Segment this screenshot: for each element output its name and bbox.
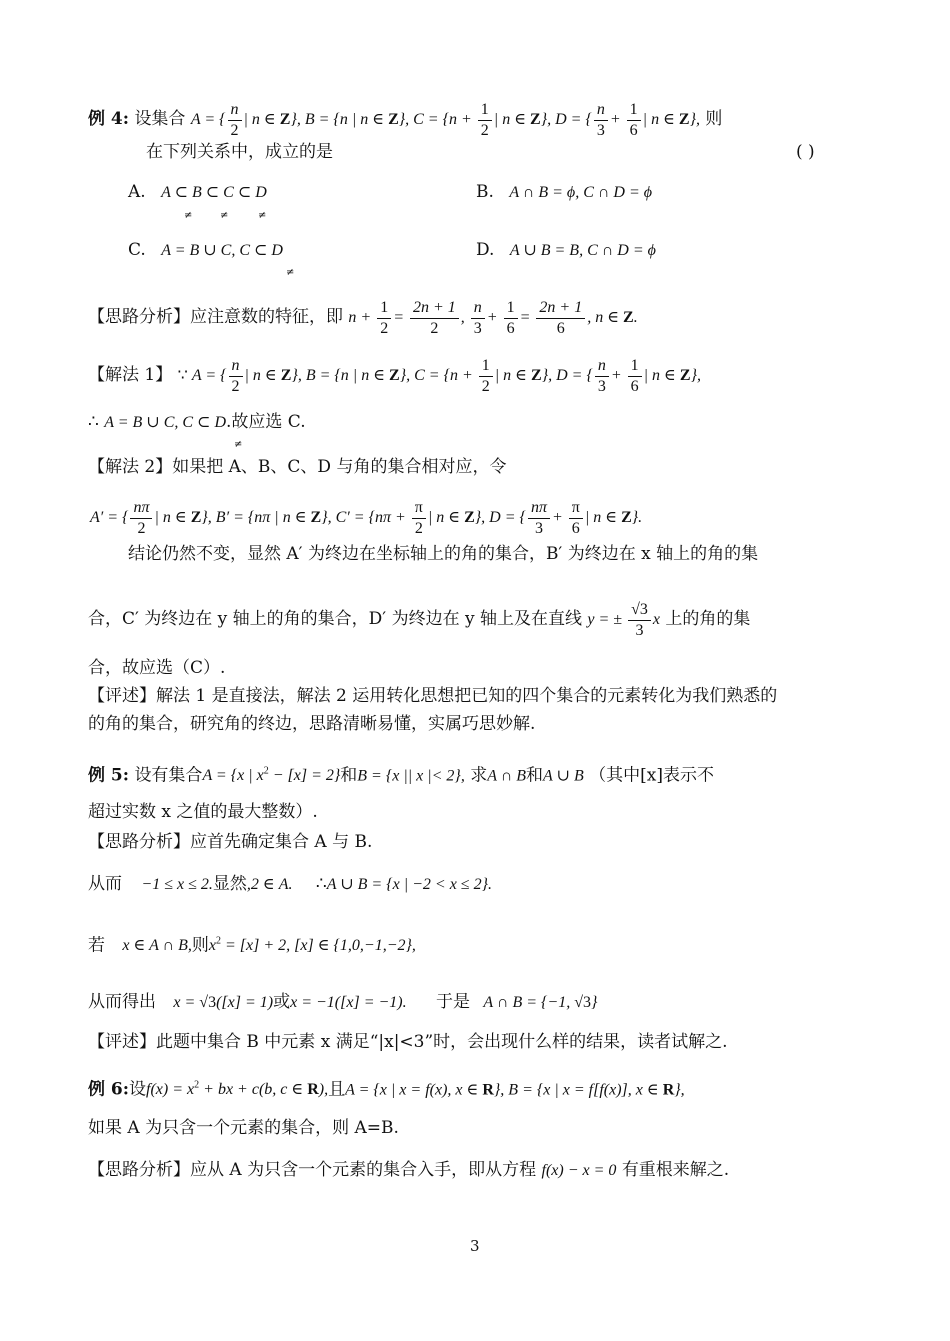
ex6-analysis [88,1158,729,1183]
from-formula: −1 ≤ x ≤ 2. [141,876,213,893]
solution1-end: .故应选 C. [226,412,306,432]
ex5-ask-formula: A ∩ B [487,767,527,785]
page-number: 3 [470,1237,480,1255]
so-text: 于是 [436,992,471,1012]
review-text: 此题中集合 B 中元素 x 满足“|x|<3”时，会出现什么样的结果，读者试解之. [156,1032,728,1052]
conclusion-text-end: 上的角的集 [665,609,751,630]
get-formula-1: x = √3([x] = 1) [173,994,274,1011]
get-formula-2: x = −1([x] = −1). [290,994,407,1011]
obviously-formula: ,2 ∈ A. [246,876,293,893]
option-b-label: B. [476,182,494,202]
obviously-text: 显然 [212,874,247,894]
ex6-function-formula: $f(x) = x^2$ + bx + c(b, c ∈ R), [146,1080,329,1099]
ex4-set-formula: A = { $\frac{n}{2}$ | n ∈ Z}, B = {n | n ∈ Z}, C = {n + $\frac{1}{2}$ | n ∈ Z}, D = { $\frac{n}{3}$ + $\frac{1}{6}$ | n ∈ Z}, [190,101,700,139]
ex5-ask-and: 和 [526,765,544,786]
ex4-angle-sets [90,498,642,539]
ex6-sets-formula: A = {x | x = f(x), x ∈ R}, B = {x | x = f[f(x)], x ∈ R}, [345,1081,685,1099]
ex4-analysis [88,298,638,339]
from-text: 从而 [88,874,122,894]
option-b-formula: A ∩ B = ϕ, C ∩ D = ϕ [509,184,653,201]
ex5-ask: 求 [470,765,488,786]
ex6-line1 [88,1074,685,1102]
solution1-result: A = B ∪ C, C ⊂ D [104,414,226,431]
option-a-label: A. [128,182,146,202]
ex5-set-b: B = {x || x |< 2}, [357,767,465,785]
ex6-label: 例 6: [88,1079,130,1100]
analysis-formula: n + $\frac{1}{2}$ = $\frac{2n + 1}{2}$ , $\frac{n}{3}$ + $\frac{1}{6}$ = $\frac{2n + 1}{6}$ , n ∈ Z. [348,299,638,337]
ex6-line2: 如果 A 为只含一个元素的集合，则 A=B. [88,1118,399,1138]
option-d-label: D. [476,240,495,260]
ex4-label: 例 4: [88,109,130,130]
review-text: 解法 1 是直接法，解法 2 运用转化思想把已知的四个集合的元素转化为我们熟悉的 [156,686,778,706]
option-a-formula: A ⊂ B ⊂ C ⊂ D [161,184,267,201]
not-equal-mark: ≠ [220,210,229,221]
ex4-option-d [476,238,656,263]
ex4-review-line1 [88,684,777,708]
line-formula: y = ± $\frac{√3}{3}$ x [587,601,660,639]
ex4-solution2 [88,455,506,479]
if-text: 若 [88,935,105,956]
ex5-note: （其中[x]表示不 [589,765,714,786]
analysis-text: 应注意数的特征，即 [190,307,343,328]
ex5-ask-formula-2: A ∪ B [543,767,584,785]
ex4-line2: 在下列关系中，成立的是 [146,142,333,162]
option-d-formula: A ∪ B = B, C ∩ D = ϕ [509,242,656,259]
ex5-from-line [88,872,492,897]
conclusion-text: 合，C′ 为终边在 y 轴上的角的集合，D′ 为终边在 y 轴上及在直线 [88,609,582,630]
equation-formula: f(x) − x = 0 [541,1162,617,1179]
option-c-label: C. [128,240,146,260]
analysis-heading: 【思路分析】 [88,832,190,852]
solution2-heading: 【解法 2】 [88,457,173,477]
ex5-review [88,1030,728,1054]
intersection-formula: A ∩ B = {−1, √3} [483,994,598,1011]
ex5-label: 例 5: [88,765,130,786]
ex4-conclusion-line2 [88,600,750,641]
union-formula: A ∪ B = {x | −2 < x ≤ 2}. [326,876,492,893]
solution2-text: 如果把 A、B、C、D 与角的集合相对应，令 [172,457,507,477]
ex4-conclusion-line1: 结论仍然不变，显然 A′ 为终边在坐标轴上的角的集合，B′ 为终边在 x 轴上的角的集 [128,544,759,564]
ex4-answer-bracket: ( ) [796,142,815,162]
analysis-end: 有重根来解之. [621,1160,730,1180]
ex4-option-b [476,180,652,205]
therefore-symbol: ∴ [88,412,99,432]
ex4-line1 [88,100,722,141]
then-text: 则 [191,935,209,956]
ex5-get-line [88,990,597,1015]
angle-set-formula: A′ = { $\frac{n\pi}{2}$ | n ∈ Z}, B′ = {nπ | n ∈ Z}, C′ = {nπ + $\frac{\pi}{2}$ | n ∈ Z}, D = { $\frac{n\pi}{3}$ + $\frac{\pi}{6}$ | n ∈ Z}. [90,499,643,537]
solution1-heading: 【解法 1】 [88,365,173,386]
review-heading: 【评述】 [88,1032,156,1052]
ex4-option-c [128,238,283,263]
or-text: 或 [273,992,291,1012]
ex4-option-a [128,180,267,205]
ex5-if-line [88,930,416,958]
ex4-intro: 设集合 [134,109,186,130]
analysis-heading: 【思路分析】 [88,307,190,328]
ex4-solution1-conclusion [88,410,306,435]
not-equal-mark: ≠ [184,210,193,221]
ex5-line2: 超过实数 x 之值的最大整数）. [88,802,318,822]
ex4-solution1 [88,356,701,397]
not-equal-mark: ≠ [234,439,243,450]
not-equal-mark: ≠ [286,267,295,278]
ex4-review-line2: 的角的集合，研究角的终边，思路清晰易懂，实属巧思妙解. [88,714,536,734]
get-text: 从而得出 [88,992,156,1012]
ex5-and: 和 [340,765,358,786]
therefore-symbol: ∴ [315,874,327,894]
ex5-analysis [88,830,372,854]
ex6-and: 且 [328,1079,346,1100]
ex4-then: 则 [705,109,723,130]
review-heading: 【评述】 [88,686,156,706]
ex5-set-a: A = {x | $x^2 - [x] = 2$} [202,766,341,785]
option-c-formula: A = B ∪ C, C ⊂ D [161,242,283,259]
analysis-heading: 【思路分析】 [88,1160,190,1180]
ex5-line1 [88,760,714,788]
analysis-text: 应从 A 为只含一个元素的集合入手，即从方程 [190,1160,537,1180]
ex4-conclusion-line3: 合，故应选（C）. [88,658,226,678]
analysis-text: 应首先确定集合 A 与 B. [190,832,373,852]
solution1-formula: ∵ A = { $\frac{n}{2}$ | n ∈ Z}, B = {n | n ∈ Z}, C = {n + $\frac{1}{2}$ | n ∈ Z}, D = { $\frac{n}{3}$ + $\frac{1}{6}$ | n ∈ Z}, [177,357,701,395]
not-equal-mark: ≠ [258,210,267,221]
then-formula: $x^2 = [x] + 2$, [x] ∈ {1,0,−1,−2}, [208,936,416,955]
if-formula: x ∈ A ∩ B, [122,937,192,955]
ex5-intro: 设有集合 [134,765,203,786]
ex6-set-text: 设 [129,1079,147,1100]
